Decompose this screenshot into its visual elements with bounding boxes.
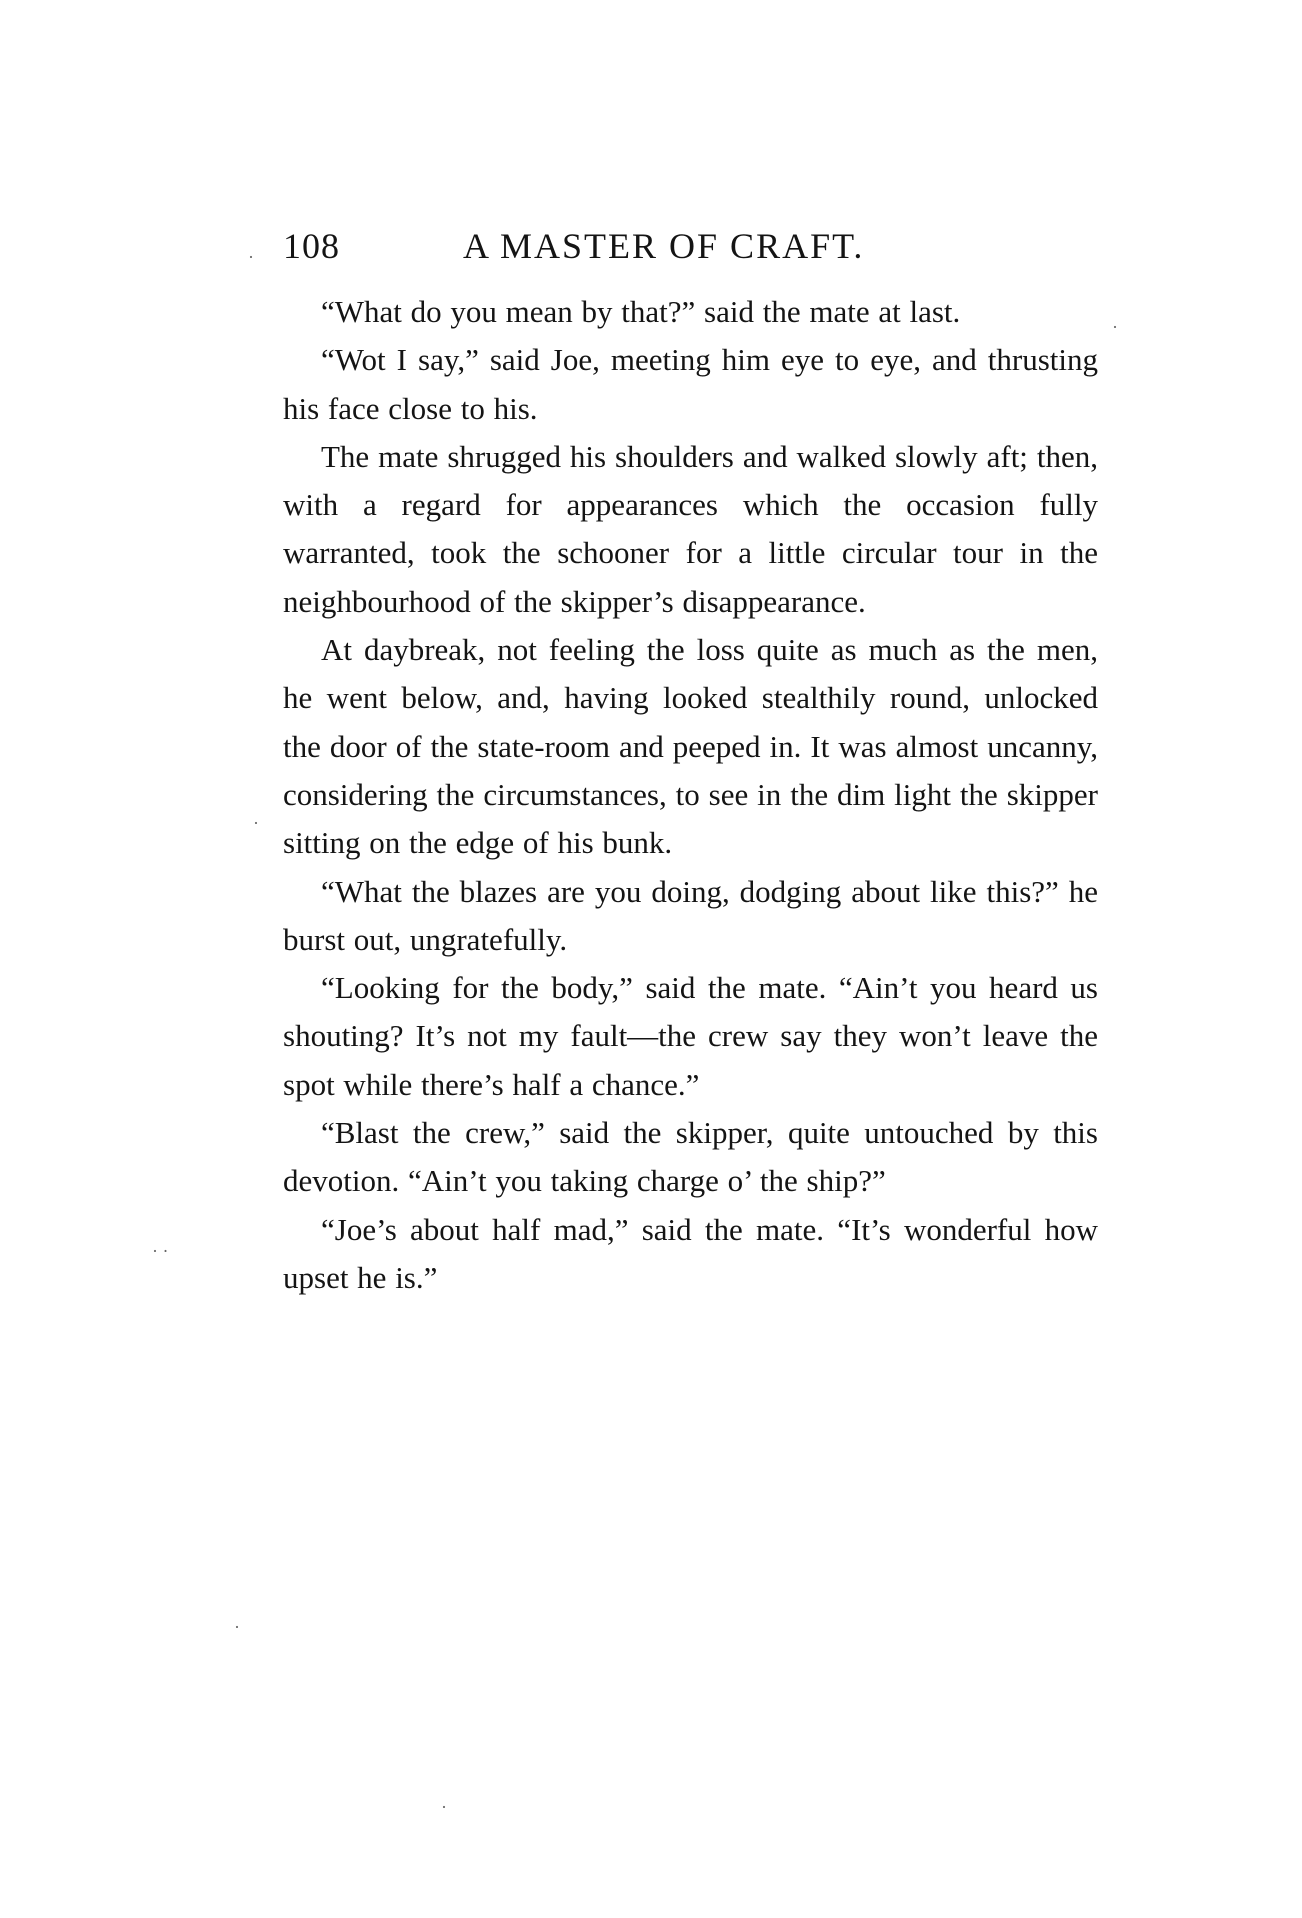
paragraph: “Blast the crew,” said the skipper, quite untouched by this devotion. “Ain’t you taking charge o’ the ship?” xyxy=(283,1115,1098,1199)
body-text xyxy=(283,288,1098,1302)
paragraph: “Wot I say,” said Joe, meeting him eye to eye, and thrusting his face close to his. xyxy=(283,342,1098,426)
scan-dot-mark: · · xyxy=(152,1241,169,1261)
scan-dot-mark: · xyxy=(253,813,259,833)
scan-dot-mark: · xyxy=(1112,317,1118,337)
paragraph: The mate shrugged his shoulders and walked slowly aft; then, with a regard for appearances which the occasion fully warranted, took the schooner for a little circular tour in the neighbourhood of the skipper’s disappearance. xyxy=(283,438,1098,619)
scan-dot-mark: · xyxy=(234,1617,240,1637)
running-title: A MASTER OF CRAFT. xyxy=(463,226,865,266)
paragraph: “Joe’s about half mad,” said the mate. “It’s wonderful how upset he is.” xyxy=(283,1211,1098,1295)
scan-dot-mark: · xyxy=(248,247,254,267)
paragraph: “Looking for the body,” said the mate. “Ain’t you heard us shouting? It’s not my fault—the crew say they won’t leave the spot while there’s half a chance.” xyxy=(283,970,1098,1102)
running-head xyxy=(283,222,1098,270)
paragraph: At daybreak, not feeling the loss quite as much as the men, he went below, and, having looked stealthily round, unlocked the door of the state-room and peeped in. It was almost uncanny, considering the circumstances, to see in the dim light the skipper sitting on the edge of his bunk. xyxy=(283,632,1098,861)
paragraph: “What do you mean by that?” said the mate at last. xyxy=(321,294,961,329)
scan-dot-mark: · xyxy=(441,1797,447,1817)
page-number: 108 xyxy=(283,226,340,266)
paragraph: “What the blazes are you doing, dodging about like this?” he burst out, ungratefully. xyxy=(283,873,1098,957)
